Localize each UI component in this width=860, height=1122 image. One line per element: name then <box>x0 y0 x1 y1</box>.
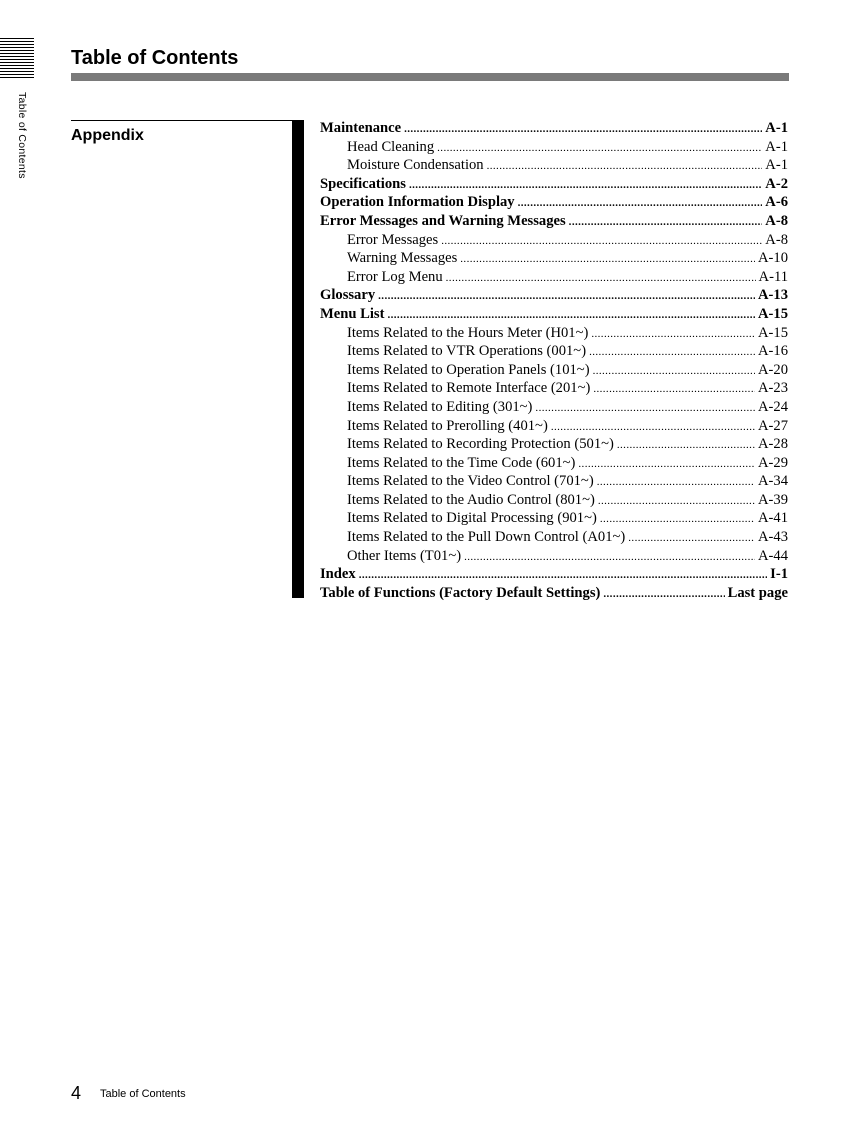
toc-entry[interactable] <box>320 175 788 194</box>
toc-leader-dots <box>591 325 755 344</box>
toc-entry[interactable] <box>320 435 788 454</box>
toc-entry-label: Items Related to Recording Protection (501~) <box>347 436 614 453</box>
toc-leader-dots <box>617 436 755 455</box>
toc-leader-dots <box>359 566 767 585</box>
page-title: Table of Contents <box>71 47 239 69</box>
toc-entry-label: Items Related to Digital Processing (901~) <box>347 510 597 527</box>
toc-entry[interactable] <box>320 268 788 287</box>
toc-entry[interactable] <box>320 286 788 305</box>
toc-entry-page: A-13 <box>758 287 788 304</box>
toc-entry[interactable] <box>320 565 788 584</box>
toc-entry-label: Table of Functions (Factory Default Settings) <box>320 584 601 601</box>
toc-entry[interactable] <box>320 156 788 175</box>
toc-entry[interactable] <box>320 119 788 138</box>
toc-entry-label: Items Related to the Pull Down Control (A01~) <box>347 529 626 546</box>
toc-entry-label: Operation Information Display <box>320 194 515 211</box>
section-title: Appendix <box>71 127 144 144</box>
toc-leader-dots <box>628 529 755 548</box>
toc-entry[interactable] <box>320 324 788 343</box>
toc-entry-label: Menu List <box>320 305 385 322</box>
toc-leader-dots <box>387 306 755 325</box>
toc-entry-label: Items Related to Operation Panels (101~) <box>347 361 590 378</box>
toc-entry-page: A-34 <box>758 473 788 490</box>
toc-entry-label: Items Related to the Hours Meter (H01~) <box>347 324 589 341</box>
toc-entry[interactable] <box>320 528 788 547</box>
toc-leader-dots <box>598 492 755 511</box>
toc-entry-label: Items Related to the Audio Control (801~) <box>347 491 595 508</box>
toc-leader-dots <box>551 418 755 437</box>
toc-entry-page: A-6 <box>765 194 788 211</box>
toc-entry-page: A-1 <box>765 120 788 136</box>
toc-entry[interactable] <box>320 249 788 268</box>
toc-list <box>320 119 788 602</box>
toc-entry-label: Error Log Menu <box>347 268 443 285</box>
toc-entry-label: Items Related to Remote Interface (201~) <box>347 380 591 397</box>
toc-entry-label: Items Related to the Video Control (701~) <box>347 473 594 490</box>
toc-entry[interactable] <box>320 491 788 510</box>
toc-entry-label: Head Cleaning <box>347 138 435 155</box>
toc-entry-page: A-16 <box>758 343 788 360</box>
toc-entry-page: A-24 <box>758 398 788 415</box>
toc-leader-dots <box>404 120 762 139</box>
toc-entry[interactable] <box>320 193 788 212</box>
toc-entry[interactable] <box>320 138 788 157</box>
toc-entry-label: Index <box>320 566 356 583</box>
toc-entry-page: A-1 <box>765 157 788 174</box>
toc-entry[interactable] <box>320 509 788 528</box>
section-rule <box>71 120 293 121</box>
section-bar <box>292 120 304 598</box>
toc-leader-dots <box>535 399 755 418</box>
toc-entry-page: A-2 <box>765 175 788 192</box>
toc-entry[interactable] <box>320 547 788 566</box>
toc-entry-label: Items Related to the Time Code (601~) <box>347 454 576 471</box>
toc-entry-page: A-15 <box>758 324 788 341</box>
toc-leader-dots <box>603 585 724 604</box>
toc-entry-page: A-39 <box>758 491 788 508</box>
toc-entry-label: Warning Messages <box>347 250 458 267</box>
toc-leader-dots <box>487 157 763 176</box>
toc-entry-label: Items Related to Editing (301~) <box>347 398 533 415</box>
toc-entry-page: A-28 <box>758 436 788 453</box>
footer-label: Table of Contents <box>100 1088 186 1100</box>
toc-entry-label: Moisture Condensation <box>347 157 484 174</box>
toc-entry-label: Error Messages <box>347 231 439 248</box>
toc-entry-page: Last page <box>727 584 788 601</box>
toc-leader-dots <box>437 139 762 158</box>
toc-entry[interactable] <box>320 361 788 380</box>
title-rule <box>71 73 789 81</box>
toc-entry-page: A-27 <box>758 417 788 434</box>
footer-page-number: 4 <box>71 1083 82 1103</box>
toc-leader-dots <box>589 343 755 362</box>
toc-entry-page: I-1 <box>770 566 788 583</box>
toc-entry-label: Glossary <box>320 287 376 304</box>
toc-entry[interactable] <box>320 342 788 361</box>
toc-leader-dots <box>446 269 756 288</box>
toc-leader-dots <box>518 194 763 213</box>
toc-entry-page: A-8 <box>765 212 788 229</box>
toc-entry[interactable] <box>320 398 788 417</box>
side-chapter-label: Table of Contents <box>16 92 28 179</box>
toc-entry[interactable] <box>320 417 788 436</box>
toc-entry[interactable] <box>320 305 788 324</box>
toc-entry-page: A-10 <box>758 250 788 267</box>
toc-entry[interactable] <box>320 454 788 473</box>
toc-entry-page: A-29 <box>758 454 788 471</box>
toc-entry[interactable] <box>320 231 788 250</box>
toc-leader-dots <box>597 473 755 492</box>
toc-entry-page: A-8 <box>765 231 788 248</box>
toc-entry-label: Items Related to Prerolling (401~) <box>347 417 548 434</box>
toc-entry[interactable] <box>320 472 788 491</box>
toc-entry-page: A-15 <box>758 305 788 322</box>
toc-entry-page: A-20 <box>758 361 788 378</box>
toc-entry-page: A-44 <box>758 547 788 564</box>
toc-entry-page: A-23 <box>758 380 788 397</box>
chapter-tab-marker <box>0 38 34 78</box>
toc-entry-label: Error Messages and Warning Messages <box>320 212 566 229</box>
toc-entry-label: Specifications <box>320 175 406 192</box>
toc-leader-dots <box>464 548 755 567</box>
toc-entry-page: A-41 <box>758 510 788 527</box>
toc-leader-dots <box>378 287 755 306</box>
toc-entry-label: Items Related to VTR Operations (001~) <box>347 343 587 360</box>
toc-leader-dots <box>593 362 755 381</box>
toc-entry-label: Other Items (T01~) <box>347 547 462 564</box>
toc-entry[interactable] <box>320 379 788 398</box>
toc-entry-page: A-1 <box>765 138 788 155</box>
toc-leader-dots <box>569 213 763 232</box>
toc-entry-label: Maintenance <box>320 120 402 136</box>
toc-entry[interactable] <box>320 584 788 603</box>
toc-entry-page: A-43 <box>758 529 788 546</box>
toc-leader-dots <box>441 232 762 251</box>
toc-leader-dots <box>600 510 755 529</box>
toc-leader-dots <box>578 455 755 474</box>
toc-entry[interactable] <box>320 212 788 231</box>
toc-leader-dots <box>460 250 755 269</box>
toc-entry-page: A-11 <box>758 268 788 285</box>
toc-leader-dots <box>593 380 755 399</box>
toc-leader-dots <box>409 176 762 195</box>
